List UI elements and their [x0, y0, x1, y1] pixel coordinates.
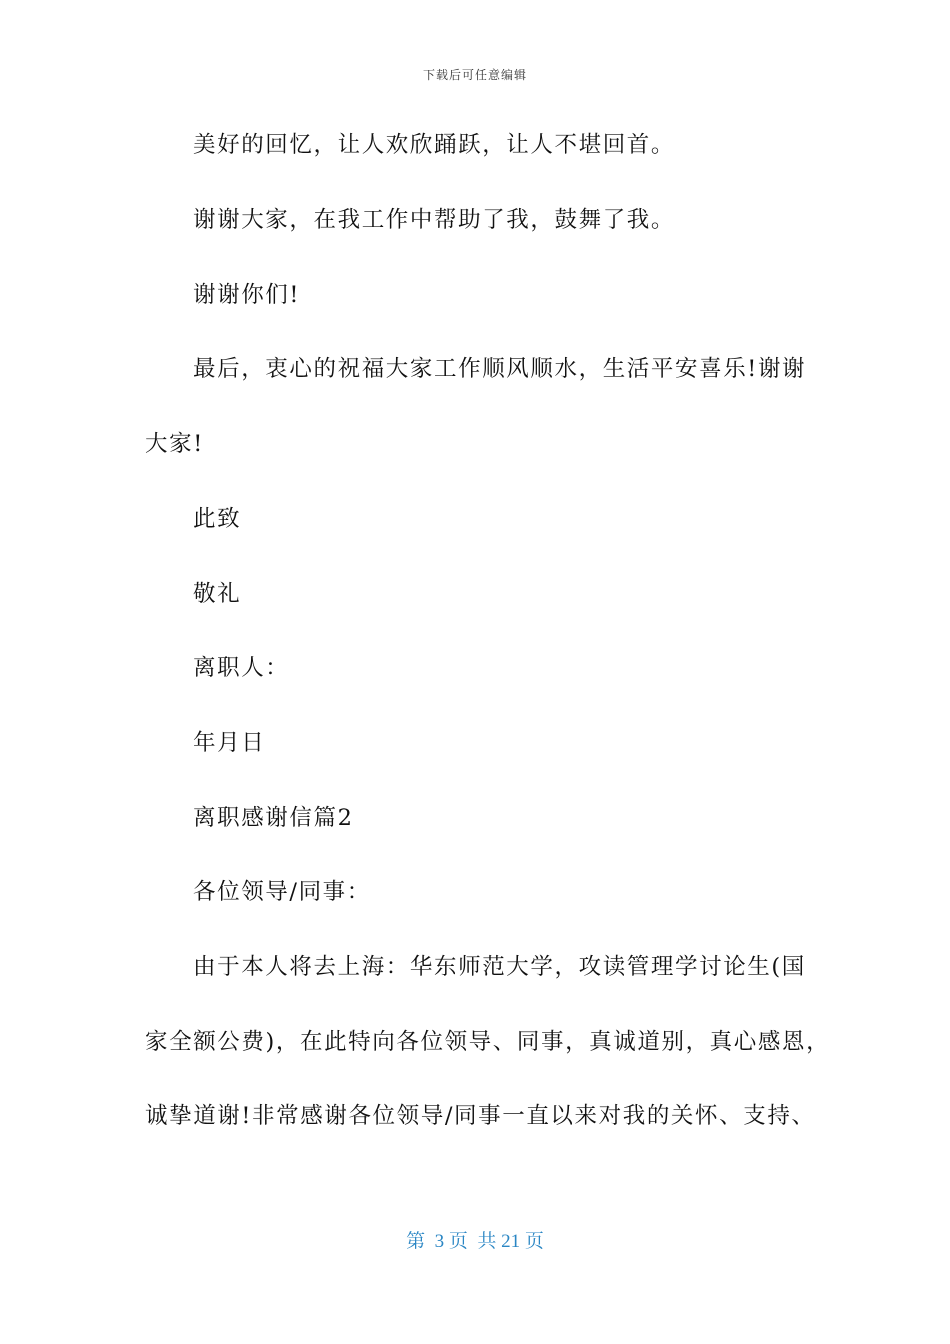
salutation-line: 敬礼	[193, 581, 242, 607]
paragraph-line: 美好的回忆，让人欢欣踊跃，让人不堪回首。	[193, 132, 676, 158]
paragraph-line: 家全额公费)，在此特向各位领导、同事，真诚道别，真心感恩，	[145, 1029, 831, 1055]
section-title: 离职感谢信篇2	[193, 805, 354, 831]
greeting-line: 各位领导/同事：	[193, 879, 371, 905]
paragraph-line: 诚挚道谢!非常感谢各位领导/同事一直以来对我的关怀、支持、	[145, 1103, 816, 1129]
paragraph-line: 谢谢你们!	[193, 282, 301, 308]
paragraph-line: 最后，衷心的祝福大家工作顺风顺水，生活平安喜乐!谢谢	[193, 356, 807, 382]
paragraph-line: 大家!	[145, 431, 204, 457]
date-label: 年月日	[193, 730, 266, 756]
signature-label: 离职人：	[193, 655, 290, 681]
page-number-footer: 第 3 页 共 21 页	[406, 1231, 544, 1252]
page-header: 下载后可任意编辑	[422, 68, 527, 82]
paragraph-line: 由于本人将去上海：华东师范大学，攻读管理学讨论生(国	[193, 954, 806, 980]
paragraph-line: 谢谢大家，在我工作中帮助了我，鼓舞了我。	[193, 207, 676, 233]
salutation-line: 此致	[193, 506, 242, 532]
